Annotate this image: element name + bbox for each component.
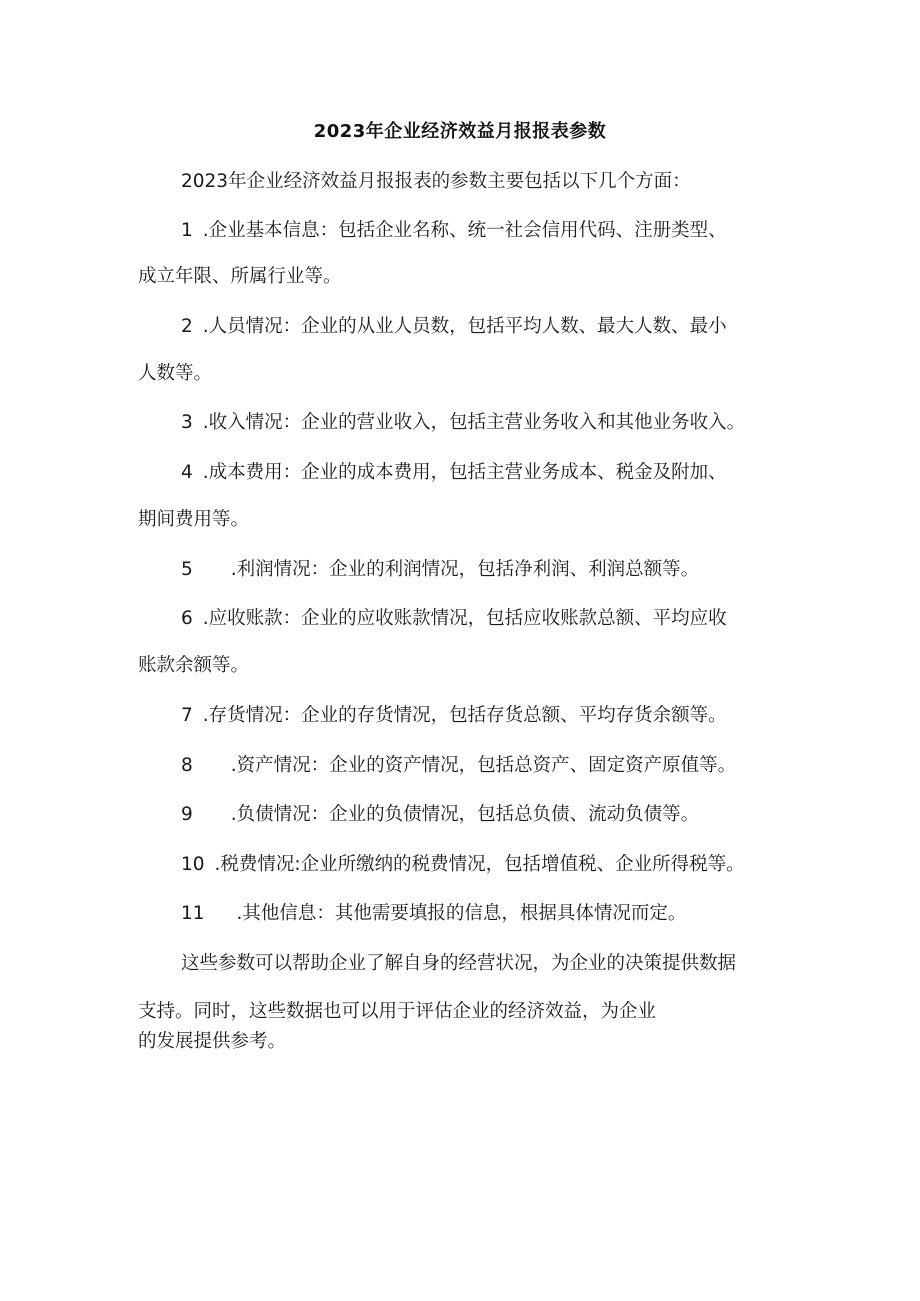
item-number: 10 — [181, 854, 205, 875]
item-text: .成本费用：企业的成本费用，包括主营业务成本、税金及附加、 — [202, 462, 727, 483]
item-number: 1 — [181, 220, 193, 241]
closing-paragraph-line: 这些参数可以帮助企业了解自身的经营状况，为企业的决策提供数据 — [181, 953, 737, 974]
item-continuation: 成立年限、所属行业等。 — [138, 266, 342, 287]
item-continuation: 期间费用等。 — [138, 509, 250, 530]
item-text: .资产情况：企业的资产情况，包括总资产、固定资产原值等。 — [230, 755, 737, 776]
list-item — [181, 315, 727, 339]
item-text: .应收账款：企业的应收账款情况，包括应收账款总额、平均应收 — [202, 608, 727, 629]
item-continuation: 账款余额等。 — [138, 655, 250, 676]
document-title: 2023年企业经济效益月报报表参数 — [313, 121, 607, 142]
list-item — [181, 411, 745, 435]
list-item — [181, 853, 745, 877]
item-number: 4 — [181, 462, 193, 483]
item-number: 3 — [181, 412, 193, 433]
item-text: .其他信息：其他需要填报的信息，根据具体情况而定。 — [236, 903, 687, 924]
item-text: .人员情况：企业的从业人员数，包括平均人数、最大人数、最小 — [202, 316, 727, 337]
item-number: 8 — [181, 755, 193, 776]
item-number: 11 — [181, 903, 205, 924]
item-text: .企业基本信息：包括企业名称、统一社会信用代码、注册类型、 — [202, 220, 727, 241]
list-item — [181, 902, 686, 926]
list-item — [181, 607, 727, 631]
item-number: 2 — [181, 316, 193, 337]
item-text: .收入情况：企业的营业收入，包括主营业务收入和其他业务收入。 — [202, 412, 746, 433]
list-item — [181, 704, 727, 728]
list-item — [181, 754, 736, 778]
intro-paragraph: 2023年企业经济效益月报报表的参数主要包括以下几个方面： — [181, 171, 691, 192]
list-item — [181, 461, 727, 485]
list-item — [181, 558, 699, 582]
list-item — [181, 219, 727, 243]
closing-paragraph-line: 支持。同时，这些数据也可以用于评估企业的经济效益，为企业 — [138, 1001, 657, 1022]
item-number: 9 — [181, 804, 193, 825]
list-item — [181, 803, 699, 827]
item-text: .利润情况：企业的利润情况，包括净利润、利润总额等。 — [230, 559, 700, 580]
item-number: 6 — [181, 608, 193, 629]
closing-paragraph-line: 的发展提供参考。 — [138, 1031, 287, 1052]
item-text: .存货情况：企业的存货情况，包括存货总额、平均存货余额等。 — [202, 705, 727, 726]
item-number: 5 — [181, 559, 193, 580]
item-continuation: 人数等。 — [138, 363, 213, 384]
item-text: .税费情况:企业所缴纳的税费情况，包括增值税、企业所得税等。 — [214, 854, 745, 875]
item-text: .负债情况：企业的负债情况，包括总负债、流动负债等。 — [230, 804, 700, 825]
item-number: 7 — [181, 705, 193, 726]
